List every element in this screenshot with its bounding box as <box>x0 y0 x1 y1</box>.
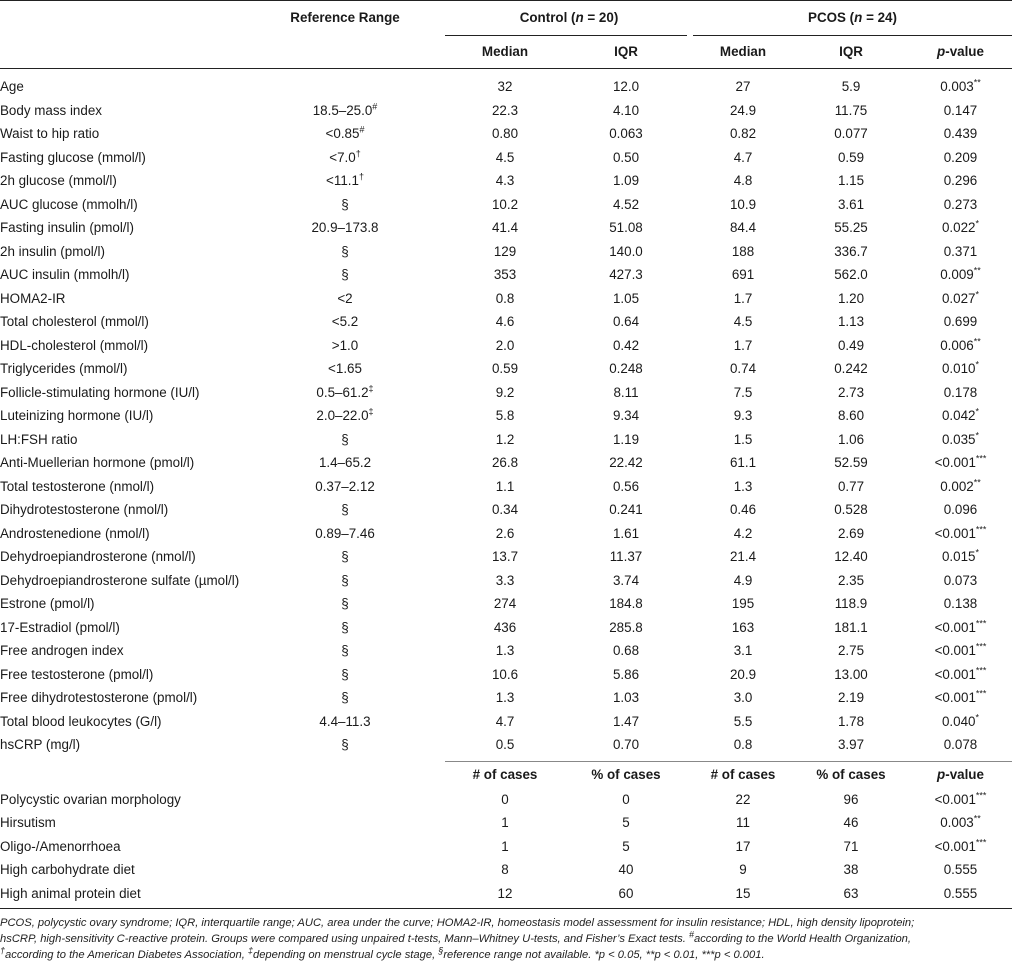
control-iqr: 5.86 <box>612 666 640 682</box>
table-row <box>0 310 1012 334</box>
pcos-median: 188 <box>731 243 755 259</box>
table-row <box>0 357 1012 381</box>
pcos-case-count: 11 <box>736 815 750 830</box>
table-row <box>0 146 1012 170</box>
control-iqr: 1.05 <box>612 290 640 306</box>
pcos-median: 195 <box>731 596 755 611</box>
control-iqr: 0.56 <box>612 478 640 494</box>
p-value: 0.009** <box>940 265 981 282</box>
pcos-case-percent: 63 <box>843 885 859 901</box>
measure-name: hsCRP (mg/l) <box>0 737 81 752</box>
reference-range: 18.5–25.0# <box>312 101 378 118</box>
reference-range: § <box>341 666 349 682</box>
count-row <box>0 858 1012 882</box>
p-value: 0.022* <box>941 218 980 235</box>
reference-range: 0.5–61.2‡ <box>316 383 374 400</box>
pcos-case-percent: 38 <box>843 862 859 877</box>
control-iqr: 0.241 <box>609 502 643 517</box>
p-value: 0.035* <box>941 430 980 447</box>
reference-range: § <box>341 267 349 282</box>
p-value: 0.439 <box>943 126 978 141</box>
control-case-count: 8 <box>501 862 509 877</box>
p-value: 0.006** <box>940 336 981 353</box>
p-value: 0.027* <box>941 289 980 306</box>
pcos-iqr: 2.19 <box>837 690 865 705</box>
control-case-percent: 60 <box>618 885 634 901</box>
measure-name: Follicle-stimulating hormone (IU/l) <box>0 384 200 400</box>
count-row <box>0 788 1012 812</box>
count-rows <box>0 788 1012 906</box>
reference-range: § <box>341 690 349 705</box>
table-row <box>0 99 1012 123</box>
pcos-iqr: 11.75 <box>834 102 868 118</box>
table-footnote <box>0 915 1012 963</box>
control-case-count: 1 <box>501 815 509 830</box>
control-iqr: 0.42 <box>612 337 640 353</box>
control-median: 4.5 <box>495 149 515 165</box>
pcos-iqr: 3.97 <box>837 737 865 752</box>
pcos-iqr: 181.1 <box>834 619 868 635</box>
measure-name: Dehydroepiandrosterone (nmol/l) <box>0 549 196 564</box>
reference-range: § <box>341 502 349 517</box>
pcos-group-header: PCOS (n = 24) <box>808 10 897 25</box>
pcos-iqr: 8.60 <box>837 408 865 423</box>
reference-range: 20.9–173.8 <box>311 220 379 235</box>
table-row <box>0 334 1012 358</box>
p-value: 0.209 <box>943 149 978 165</box>
measure-name: Dihydrotestosterone (nmol/l) <box>0 502 169 517</box>
control-median: 353 <box>493 267 517 282</box>
reference-range: <1.65 <box>328 361 362 376</box>
table-row <box>0 169 1012 193</box>
measure-name: Body mass index <box>0 102 102 118</box>
pcos-iqr: 3.61 <box>837 196 865 212</box>
p-value: 0.015* <box>941 547 980 564</box>
reference-range: § <box>341 737 349 752</box>
control-case-count: 12 <box>497 885 513 901</box>
p-value: 0.296 <box>943 173 978 188</box>
control-median: 41.4 <box>491 220 519 235</box>
p-value: 0.138 <box>943 596 978 611</box>
control-iqr: 1.03 <box>612 690 640 705</box>
table-row <box>0 451 1012 475</box>
control-median: 0.34 <box>491 502 519 517</box>
table-row <box>0 522 1012 546</box>
pcos-iqr: 2.35 <box>837 572 865 588</box>
pcos-case-percent: 46 <box>843 815 859 830</box>
characteristic-name: Hirsutism <box>0 815 56 830</box>
p-value: <0.001*** <box>934 453 987 470</box>
reference-range <box>265 75 425 99</box>
pcos-median: 10.9 <box>729 196 757 212</box>
control-case-percent: 5 <box>622 838 630 854</box>
p-value: <0.001*** <box>934 524 987 541</box>
footnote-line-2: hsCRP, high-sensitivity C-reactive protein. Groups were compared using unpaired t-tests, Mann–Whitney U-tests, and Fisher’s Exact tests. #according to the World Health Organization, <box>0 929 911 945</box>
p-value: 0.042* <box>941 406 980 423</box>
p-value: 0.002** <box>940 477 981 494</box>
p-value: 0.010* <box>941 359 980 376</box>
table-row <box>0 498 1012 522</box>
p-value: 0.147 <box>943 102 978 118</box>
reference-range: § <box>341 596 349 611</box>
control-median-header: Median <box>481 44 529 59</box>
control-median: 2.6 <box>495 525 515 541</box>
control-median: 0.8 <box>495 290 515 306</box>
count-row <box>0 882 1012 906</box>
pcos-iqr: 13.00 <box>834 666 868 682</box>
pcos-median: 27 <box>735 79 751 94</box>
pcos-median: 9.3 <box>733 408 753 423</box>
measure-name: Waist to hip ratio <box>0 126 100 141</box>
reference-range: 0.37–2.12 <box>315 478 375 494</box>
pcos-median: 5.5 <box>733 713 753 729</box>
count-row <box>0 835 1012 859</box>
pcos-case-count: 15 <box>735 885 751 901</box>
pcos-iqr: 5.9 <box>841 79 861 94</box>
pcos-iqr: 1.13 <box>837 314 865 329</box>
control-median: 10.6 <box>491 666 519 682</box>
count-p-value: <0.001*** <box>934 837 987 854</box>
measure-name: Estrone (pmol/l) <box>0 596 95 611</box>
control-iqr: 51.08 <box>609 220 643 235</box>
count-p-value: 0.555 <box>943 885 978 901</box>
pcos-iqr: 1.15 <box>837 173 865 188</box>
pcos-median: 4.9 <box>733 572 753 588</box>
measure-name: Total cholesterol (mmol/l) <box>0 314 149 329</box>
pcos-case-count: 17 <box>735 838 751 854</box>
control-median: 4.3 <box>495 173 515 188</box>
characteristic-name: High animal protein diet <box>0 885 141 901</box>
control-iqr: 4.52 <box>612 196 640 212</box>
measure-name: Triglycerides (mmol/l) <box>0 361 128 376</box>
control-median: 32 <box>497 79 513 94</box>
measure-name: 2h glucose (mmol/l) <box>0 173 117 188</box>
control-cases-header: # of cases <box>472 766 538 782</box>
measure-name: AUC glucose (mmolh/l) <box>0 196 138 212</box>
group-header-row <box>0 1 1012 35</box>
control-group-header: Control (n = 20) <box>519 10 619 25</box>
control-case-count: 0 <box>501 791 509 807</box>
table-row <box>0 592 1012 616</box>
table-row <box>0 639 1012 663</box>
control-median: 274 <box>493 596 517 611</box>
p-value: 0.040* <box>941 712 980 729</box>
control-case-percent: 5 <box>622 815 630 830</box>
control-iqr: 1.09 <box>612 173 640 188</box>
pcos-iqr: 0.528 <box>834 502 868 517</box>
pcos-iqr: 0.49 <box>837 337 865 353</box>
pcos-iqr: 0.59 <box>837 149 865 165</box>
control-iqr: 11.37 <box>609 549 643 564</box>
control-median: 13.7 <box>491 549 519 564</box>
pcos-median: 0.82 <box>729 126 757 141</box>
table-row <box>0 733 1012 757</box>
pcos-case-count: 22 <box>735 791 751 807</box>
control-median: 26.8 <box>491 455 519 470</box>
pcos-median: 7.5 <box>733 384 753 400</box>
control-iqr: 12.0 <box>612 79 640 94</box>
control-iqr: 0.68 <box>612 643 640 658</box>
reference-range: 0.89–7.46 <box>315 525 375 541</box>
table-row <box>0 428 1012 452</box>
table-row <box>0 216 1012 240</box>
pcos-median: 1.7 <box>733 290 753 306</box>
pcos-case-count: 9 <box>739 862 747 877</box>
pcos-median: 0.8 <box>733 737 753 752</box>
pcos-iqr: 336.7 <box>834 243 868 259</box>
footnote-line-3: †according to the American Diabetes Association, ‡depending on menstrual cycle stage, §reference range not available. *p < 0.05, **p < 0.01, ***p < 0.001. <box>0 945 765 961</box>
control-iqr: 8.11 <box>613 384 639 400</box>
reference-range-header: Reference Range <box>290 10 400 25</box>
pcos-case-percent: 96 <box>843 791 859 807</box>
pcos-median: 4.7 <box>733 149 753 165</box>
table-row <box>0 193 1012 217</box>
measure-name: Fasting glucose (mmol/l) <box>0 149 146 165</box>
measure-name: Age <box>0 79 24 94</box>
control-median: 436 <box>493 619 517 635</box>
reference-range: § <box>341 619 349 635</box>
pcos-median: 61.1 <box>729 455 757 470</box>
pcos-median: 20.9 <box>729 666 757 682</box>
header-bottom-rule <box>0 68 1012 69</box>
control-iqr: 22.42 <box>609 455 643 470</box>
pcos-iqr: 1.06 <box>837 431 865 447</box>
pcos-iqr: 52.59 <box>834 455 868 470</box>
pcos-iqr: 0.77 <box>837 478 865 494</box>
control-iqr: 1.19 <box>612 431 640 447</box>
p-value: 0.699 <box>943 314 978 329</box>
table-row <box>0 616 1012 640</box>
pcos-cases-header: # of cases <box>710 766 776 782</box>
reference-range: § <box>341 196 349 212</box>
measure-name: Anti-Muellerian hormone (pmol/l) <box>0 455 195 470</box>
measure-name: Total blood leukocytes (G/l) <box>0 713 162 729</box>
pcos-iqr: 1.78 <box>837 713 865 729</box>
p-value: 0.178 <box>943 384 978 400</box>
characteristic-name: High carbohydrate diet <box>0 862 135 877</box>
p-value: 0.273 <box>943 196 978 212</box>
pcos-iqr: 2.75 <box>837 643 865 658</box>
control-median: 1.3 <box>495 643 515 658</box>
measure-name: LH:FSH ratio <box>0 431 78 447</box>
p-value: <0.001*** <box>934 688 987 705</box>
p-value: 0.073 <box>943 572 978 588</box>
reference-range: 4.4–11.3 <box>319 713 371 729</box>
control-median: 4.6 <box>495 314 515 329</box>
control-median: 0.5 <box>495 737 515 752</box>
pcos-iqr: 2.69 <box>837 525 865 541</box>
table-row <box>0 545 1012 569</box>
pcos-iqr: 2.73 <box>837 384 865 400</box>
control-median: 2.0 <box>495 337 515 353</box>
control-median: 0.59 <box>491 361 519 376</box>
table-row <box>0 710 1012 734</box>
control-case-count: 1 <box>501 838 509 854</box>
control-iqr: 1.47 <box>612 713 640 729</box>
control-iqr: 0.50 <box>612 149 640 165</box>
pcos-iqr-header: IQR <box>839 44 863 59</box>
pcos-median: 691 <box>731 267 755 282</box>
control-iqr: 0.64 <box>612 314 640 329</box>
measure-name: AUC insulin (mmolh/l) <box>0 267 130 282</box>
count-p-value-header: p-value <box>937 766 984 782</box>
control-iqr: 184.8 <box>609 596 643 611</box>
p-value: 0.371 <box>943 243 978 259</box>
table-row <box>0 404 1012 428</box>
control-iqr: 0.063 <box>609 126 643 141</box>
count-p-value: 0.555 <box>943 862 978 877</box>
reference-range: § <box>341 431 349 447</box>
control-case-percent: 40 <box>618 862 634 877</box>
measure-name: 2h insulin (pmol/l) <box>0 243 105 259</box>
control-iqr: 3.74 <box>612 572 640 588</box>
measure-name: Dehydroepiandrosterone sulfate (µmol/l) <box>0 572 240 588</box>
control-iqr: 0.248 <box>609 361 643 376</box>
control-median: 9.2 <box>495 384 515 400</box>
control-iqr: 4.10 <box>612 102 640 118</box>
reference-range: <7.0† <box>329 148 361 165</box>
reference-range: <11.1† <box>326 171 364 188</box>
measure-name: Free dihydrotestosterone (pmol/l) <box>0 690 198 705</box>
control-percent-header: % of cases <box>591 766 661 782</box>
characteristic-name: Oligo-/Amenorrhoea <box>0 838 121 854</box>
control-median: 1.1 <box>495 478 515 494</box>
p-value: 0.096 <box>943 502 978 517</box>
table-row <box>0 122 1012 146</box>
pcos-median: 4.5 <box>733 314 753 329</box>
control-iqr: 1.61 <box>612 525 640 541</box>
measure-name: HOMA2-IR <box>0 290 66 306</box>
reference-range: 1.4–65.2 <box>318 455 372 470</box>
table-row <box>0 263 1012 287</box>
pcos-median: 1.3 <box>733 478 753 494</box>
pcos-iqr: 562.0 <box>834 267 868 282</box>
pcos-iqr: 1.20 <box>837 290 865 306</box>
measure-name: HDL-cholesterol (mmol/l) <box>0 337 149 353</box>
reference-range: § <box>341 572 349 588</box>
pcos-case-percent: 71 <box>843 838 859 854</box>
pcos-median: 84.4 <box>729 220 757 235</box>
pcos-median-header: Median <box>719 44 767 59</box>
pcos-median: 4.8 <box>733 173 753 188</box>
reference-range: <0.85# <box>325 124 365 141</box>
control-median: 22.3 <box>491 102 519 118</box>
reference-range: 2.0–22.0‡ <box>316 406 374 423</box>
table-row <box>0 381 1012 405</box>
pcos-median: 0.46 <box>729 502 757 517</box>
pcos-median: 1.7 <box>733 337 753 353</box>
measure-name: Free androgen index <box>0 643 124 658</box>
p-value: <0.001*** <box>934 618 987 635</box>
control-iqr: 285.8 <box>609 619 643 635</box>
pcos-median: 3.1 <box>733 643 753 658</box>
pcos-median: 163 <box>731 619 755 635</box>
pcos-median: 1.5 <box>733 431 753 447</box>
measure-name: 17-Estradiol (pmol/l) <box>0 619 120 635</box>
table-row <box>0 287 1012 311</box>
table-row <box>0 240 1012 264</box>
pcos-iqr: 0.242 <box>834 361 868 376</box>
control-iqr: 0.70 <box>612 737 640 752</box>
reference-range: § <box>341 243 349 259</box>
reference-range: § <box>341 549 349 564</box>
p-value: 0.078 <box>943 737 978 752</box>
p-value: <0.001*** <box>934 665 987 682</box>
control-median: 10.2 <box>491 196 519 212</box>
reference-range: § <box>341 643 349 658</box>
measure-name: Total testosterone (nmol/l) <box>0 478 155 494</box>
measure-name: Androstenedione (nmol/l) <box>0 525 150 541</box>
pcos-median: 0.74 <box>729 361 757 376</box>
p-value: 0.003** <box>940 77 981 94</box>
count-p-value: <0.001*** <box>934 790 987 807</box>
control-iqr: 427.3 <box>609 267 643 282</box>
count-row <box>0 811 1012 835</box>
count-header-row <box>0 762 1012 788</box>
footnote-line-1: PCOS, polycystic ovary syndrome; IQR, interquartile range; AUC, area under the curve; HOMA2-IR, homeostasis model assessment for insulin resistance; HDL, high density lipoprotein; <box>0 917 915 929</box>
control-median: 1.3 <box>495 690 515 705</box>
measure-name: Free testosterone (pmol/l) <box>0 666 154 682</box>
characteristic-name: Polycystic ovarian morphology <box>0 791 181 807</box>
pcos-median: 24.9 <box>729 102 757 118</box>
p-value: <0.001*** <box>934 641 987 658</box>
pcos-median: 4.2 <box>733 525 753 541</box>
reference-range: <2 <box>337 290 353 306</box>
count-p-value: 0.003** <box>940 813 981 830</box>
control-median: 4.7 <box>495 713 515 729</box>
table-row <box>0 475 1012 499</box>
reference-range: >1.0 <box>331 337 359 353</box>
pcos-iqr: 12.40 <box>834 549 868 564</box>
table-row <box>0 569 1012 593</box>
table-row <box>0 75 1012 99</box>
control-median: 3.3 <box>495 572 515 588</box>
control-median: 1.2 <box>495 431 515 447</box>
bottom-rule <box>0 908 1012 909</box>
measure-name: Fasting insulin (pmol/l) <box>0 220 134 235</box>
reference-range: <5.2 <box>331 314 359 329</box>
control-case-percent: 0 <box>622 791 630 807</box>
table-row <box>0 663 1012 687</box>
pcos-median: 3.0 <box>733 690 753 705</box>
measure-name: Luteinizing hormone (IU/l) <box>0 408 154 423</box>
measurement-rows <box>0 75 1012 757</box>
control-iqr: 140.0 <box>609 243 643 259</box>
control-median: 129 <box>493 243 517 259</box>
table-row <box>0 686 1012 710</box>
p-value-header: p-value <box>937 44 984 59</box>
pcos-iqr: 0.077 <box>834 126 868 141</box>
sub-header-row <box>0 36 1012 68</box>
control-iqr: 9.34 <box>612 408 640 423</box>
pcos-percent-header: % of cases <box>816 766 886 782</box>
pcos-iqr: 55.25 <box>834 220 868 235</box>
control-median: 0.80 <box>491 126 519 141</box>
control-iqr-header: IQR <box>614 44 638 59</box>
control-median: 5.8 <box>495 408 515 423</box>
pcos-median: 21.4 <box>729 549 757 564</box>
pcos-iqr: 118.9 <box>834 596 868 611</box>
